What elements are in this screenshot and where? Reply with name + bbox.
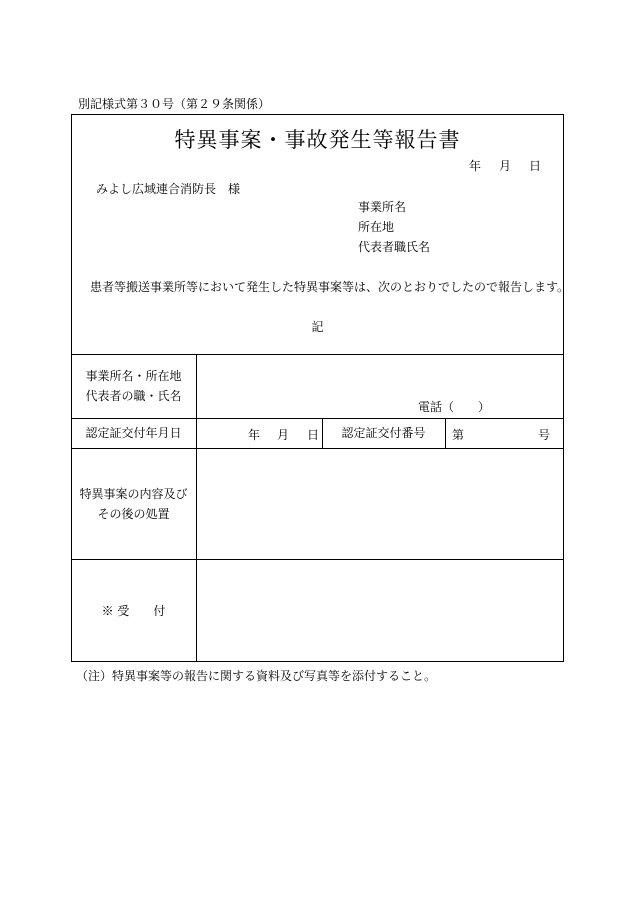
row-divider-1 (71, 418, 564, 419)
table-top-border (71, 354, 564, 355)
cert-date-month: 月 (277, 428, 290, 442)
page-title: 特異事案・事故発生等報告書 (174, 128, 461, 152)
row-divider-3 (71, 559, 564, 560)
date-year: 年 (469, 159, 482, 173)
date-day: 日 (529, 159, 542, 173)
sender-location: 所在地 (358, 220, 395, 234)
incident-details-label-line1: 特異事案の内容及び (79, 487, 188, 501)
office-info-label (71, 366, 196, 406)
form-number: 別記様式第３０号（第２９条関係） (78, 97, 271, 111)
incident-details-label (71, 484, 196, 524)
ki-heading: 記 (311, 320, 324, 334)
cert-date-year: 年 (248, 428, 261, 442)
sender-office-name: 事業所名 (358, 200, 407, 214)
label-column-divider (196, 354, 197, 662)
report-date (469, 157, 541, 174)
office-info-label-line2: 代表者の職・氏名 (85, 389, 182, 403)
footnote: （注）特異事案等の報告に関する資料及び写真等を添付すること。 (76, 669, 437, 683)
sender-representative: 代表者職氏名 (358, 240, 431, 254)
incident-details-label-line2: その後の処置 (97, 507, 170, 521)
addressee: みよし広域連合消防長 様 (96, 182, 241, 196)
cert-date-day: 日 (307, 428, 320, 442)
row-divider-2 (71, 448, 564, 449)
cert-date-label: 認定証交付年月日 (85, 426, 182, 440)
cert-number-divider (445, 418, 446, 448)
cert-number-dai: 第 (452, 428, 465, 442)
cert-number-go: 号 (538, 428, 551, 442)
office-info-label-line1: 事業所名・所在地 (85, 369, 182, 383)
phone-field[interactable]: 電話（ ） (418, 400, 491, 414)
reception-label: ※ 受 付 (101, 604, 166, 618)
report-statement: 患者等搬送事業所等において発生した特異事案等は、次のとおりでしたので報告します。 (90, 280, 570, 294)
date-month: 月 (499, 159, 512, 173)
cert-number-label: 認定証交付番号 (341, 426, 426, 440)
